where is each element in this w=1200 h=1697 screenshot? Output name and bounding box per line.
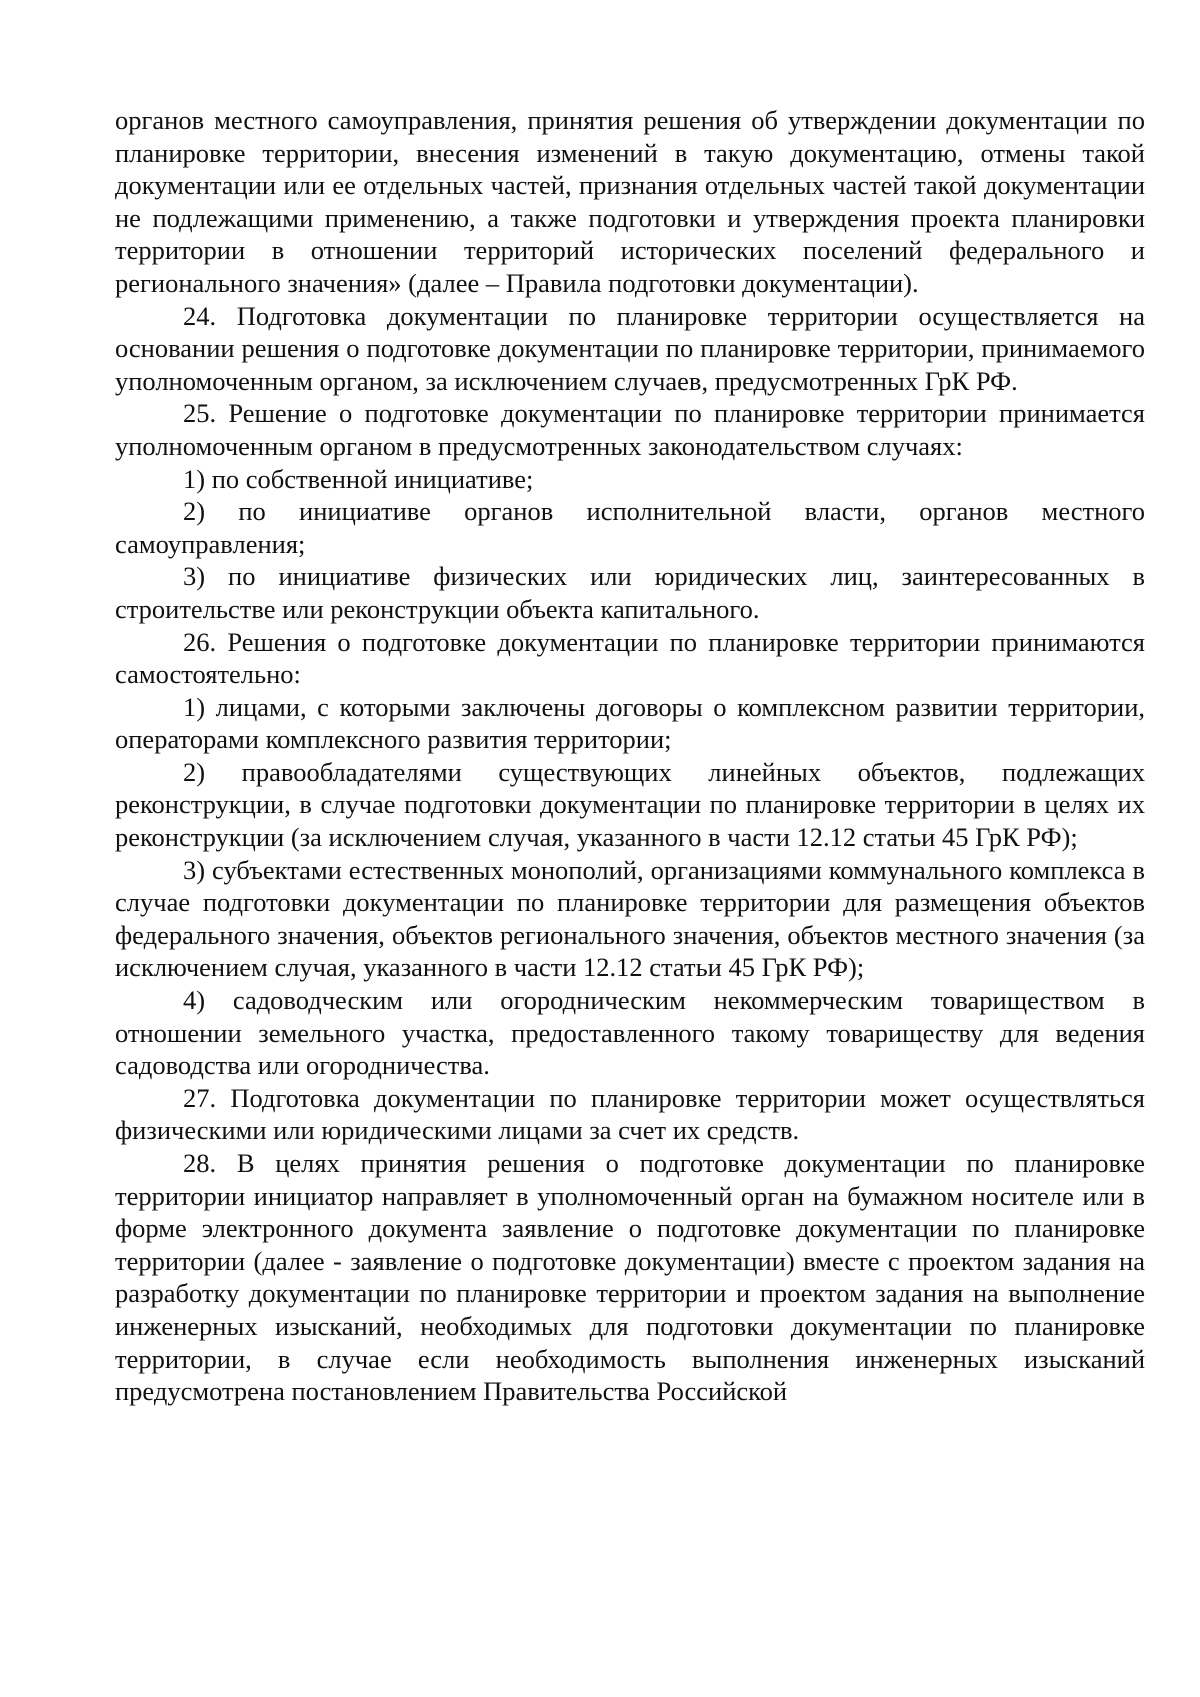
list-item-25-2: 2) по инициативе органов исполнительной власти, органов местного самоуправления; — [115, 496, 1145, 559]
paragraph-27: 27. Подготовка документации по планировке территории может осуществляться физическими или юридическими лицами за счет их средств. — [115, 1082, 1145, 1146]
paragraph-25: 25. Решение о подготовке документации по планировке территории принимается уполномоченным органом в предусмотренных законодательством случаях: — [115, 398, 1145, 461]
paragraph-26: 26. Решения о подготовке документации по планировке территории принимаются самостоятельно: — [115, 626, 1145, 690]
paragraph-continuation: органов местного самоуправления, принятия решения об утверждении документации по планировке территории, внесения изменений в такую документацию, отмены такой документации или ее отдельных частей, признания отдельных частей такой документации не подлежащими применению, а также подготовки и утверждения проекта планировки территории в отношении территорий исторических поселений федерального и регионального значения» (далее – Правила подготовки документации). — [115, 105, 1145, 298]
paragraph-24: 24. Подготовка документации по планировке территории осуществляется на основании решения о подготовке документации по планировке территории, принимаемого уполномоченным органом, за исключением случаев, предусмотренных ГрК РФ. — [115, 300, 1145, 396]
list-item-26-2: 2) правообладателями существующих линейных объектов, подлежащих реконструкции, в случае подготовки документации по планировке территории в целях их реконструкции (за исключением случая, указанного в части 12.12 статьи 45 ГрК РФ); — [115, 756, 1145, 853]
document-page — [115, 104, 1145, 1408]
list-item-26-1: 1) лицами, с которыми заключены договоры о комплексном развитии территории, операторами комплексного развития территории; — [115, 691, 1145, 755]
list-item-25-1: 1) по собственной инициативе; — [183, 463, 534, 494]
list-item-25-3: 3) по инициативе физических или юридических лиц, заинтересованных в строительстве или реконструкции объекта капитального. — [115, 561, 1145, 624]
list-item-26-4: 4) садоводческим или огородническим некоммерческим товариществом в отношении земельного участка, предоставленного такому товариществу для ведения садоводства или огородничества. — [115, 985, 1145, 1081]
paragraph-28: 28. В целях принятия решения о подготовке документации по планировке территории инициатор направляет в уполномоченный орган на бумажном носителе или в форме электронного документа заявление о подготовке документации по планировке территории (далее - заявление о подготовке документации) вместе с проектом задания на разработку документации по планировке территории и проектом задания на выполнение инженерных изысканий, необходимых для подготовки документации по планировке территории, в случае если необходимость выполнения инженерных изысканий предусмотрена постановлением Правительства Российской — [115, 1148, 1145, 1407]
list-item-26-3: 3) субъектами естественных монополий, организациями коммунального комплекса в случае подготовки документации по планировке территории для размещения объектов федерального значения, объектов регионального значения, объектов местного значения (за исключением случая, указанного в части 12.12 статьи 45 ГрК РФ); — [115, 854, 1145, 983]
